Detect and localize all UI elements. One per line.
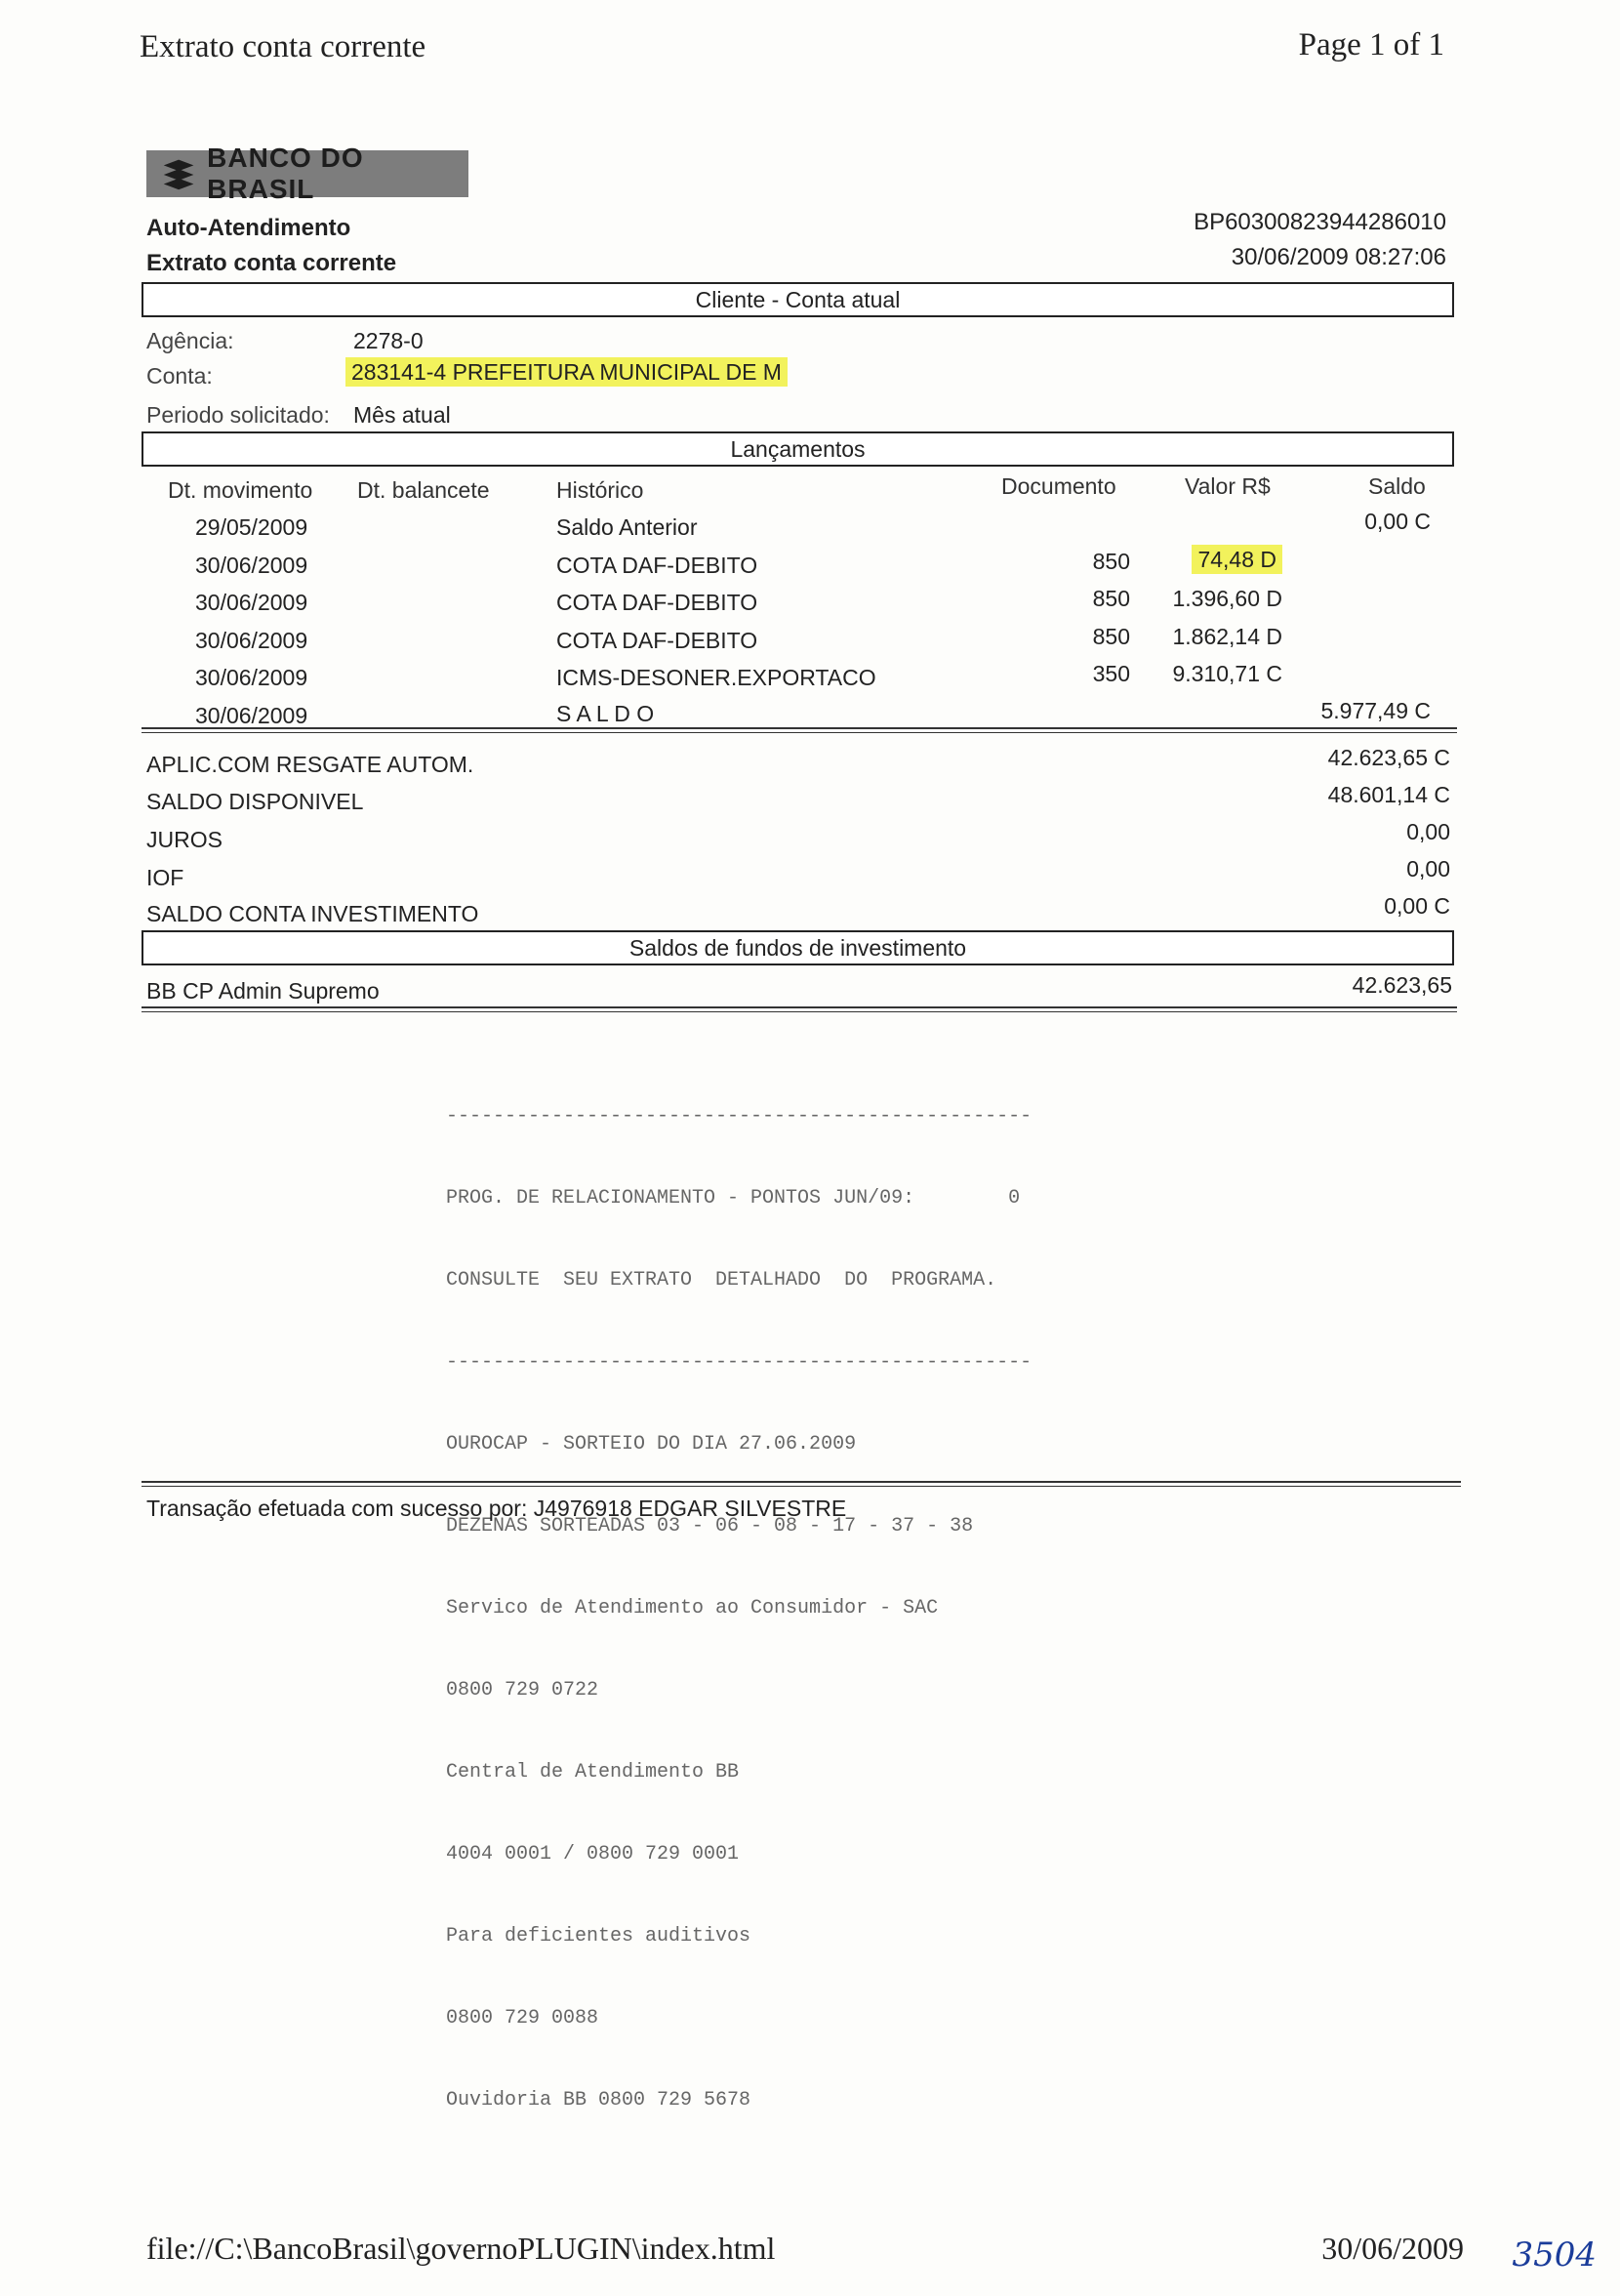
row-5-valor: 9.310,71 C [1172,661,1282,686]
summary-iof-value: 0,00 [1406,856,1450,882]
message-line: DEZENAS SORTEADAS 03 - 06 - 08 - 17 - 37 - 38 [446,1515,974,1538]
row-3-historico: COTA DAF-DEBITO [556,590,758,615]
message-line: PROG. DE RELACIONAMENTO - PONTOS JUN/09: 0 [446,1187,1021,1210]
summary-saldo-investimento-value: 0,00 C [1384,893,1450,919]
summary-saldo-disponivel-value: 48.601,14 C [1327,782,1450,807]
row-4-historico: COTA DAF-DEBITO [556,628,758,653]
row-2-valor-highlighted: 74,48 D [1192,545,1282,574]
fundos-title: Saldos de fundos de investimento [628,935,967,961]
row-1-saldo: 0,00 C [1364,509,1431,534]
page-header-title: Extrato conta corrente [140,29,426,64]
row-5-historico: ICMS-DESONER.EXPORTACO [556,665,876,690]
footer-date: 30/06/2009 [1321,2231,1464,2266]
message-line: CONSULTE SEU EXTRATO DETALHADO DO PROGRAMA. [446,1269,997,1292]
client-section-title: Cliente - Conta atual [695,287,901,312]
bank-logo [146,143,468,204]
handwritten-note: 3504 [1512,2235,1597,2275]
messages-block [446,1048,1032,2142]
agencia-value: 2278-0 [353,328,424,353]
row-5-dt-movimento: 30/06/2009 [195,665,308,690]
periodo-value: Mês atual [353,402,451,428]
fundos-header [142,930,1454,965]
col-dt-balancete: Dt. balancete [357,477,490,503]
message-line: OUROCAP - SORTEIO DO DIA 27.06.2009 [446,1433,857,1456]
message-line: 0800 729 0722 [446,1679,599,1702]
summary-saldo-disponivel-label: SALDO DISPONIVEL [146,789,364,814]
col-dt-movimento: Dt. movimento [168,477,313,503]
footer-file-path: file://C:\BancoBrasil\governoPLUGIN\index.html [146,2231,776,2266]
summary-saldo-investimento-label: SALDO CONTA INVESTIMENTO [146,901,479,926]
messages-dash-1: -------------------------------------------------- [446,1105,1033,1128]
row-5-documento: 350 [1092,661,1130,686]
col-documento: Documento [1001,473,1116,499]
fundos-divider [142,1006,1457,1012]
message-line: Servico de Atendimento ao Consumidor - SAC [446,1597,939,1620]
page-number: Page 1 of 1 [1298,27,1444,62]
summary-juros-value: 0,00 [1406,819,1450,844]
message-line: 4004 0001 / 0800 729 0001 [446,1843,740,1866]
row-6-historico: S A L D O [556,701,655,726]
row-6-dt-movimento: 30/06/2009 [195,703,308,728]
row-1-dt-movimento: 29/05/2009 [195,514,308,540]
lancamentos-divider [142,727,1457,733]
summary-iof-label: IOF [146,865,184,890]
row-2-historico: COTA DAF-DEBITO [556,553,758,578]
summary-aplic-value: 42.623,65 C [1327,745,1450,770]
summary-juros-label: JUROS [146,827,223,852]
row-4-documento: 850 [1092,624,1130,649]
message-line: Ouvidoria BB 0800 729 5678 [446,2089,751,2112]
conta-value [345,359,788,386]
conta-value-highlighted: 283141-4 PREFEITURA MUNICIPAL DE M [345,357,788,387]
transaction-divider [142,1481,1461,1487]
agencia-label: Agência: [146,328,234,353]
message-line: Central de Atendimento BB [446,1761,740,1784]
row-2-documento: 850 [1092,549,1130,574]
messages-dash-2: -------------------------------------------------- [446,1351,1033,1374]
row-3-dt-movimento: 30/06/2009 [195,590,308,615]
document-id: BP60300823944286010 [1194,209,1446,235]
bank-logo-icon [158,157,199,190]
message-line: Para deficientes auditivos [446,1925,751,1948]
row-3-documento: 850 [1092,586,1130,611]
row-2-valor [1132,547,1282,573]
row-6-saldo: 5.977,49 C [1320,698,1431,723]
row-2-dt-movimento: 30/06/2009 [195,553,308,578]
row-4-dt-movimento: 30/06/2009 [195,628,308,653]
fundo-label: BB CP Admin Supremo [146,978,380,1004]
fundo-value: 42.623,65 [1352,972,1452,998]
document-datetime: 30/06/2009 08:27:06 [1231,244,1446,270]
col-historico: Histórico [556,477,644,503]
col-saldo: Saldo [1368,473,1426,499]
row-1-historico: Saldo Anterior [556,514,698,540]
client-section-header [142,282,1454,317]
auto-atendimento-label: Auto-Atendimento [146,215,351,241]
conta-label: Conta: [146,363,213,389]
transaction-status: Transação efetuada com sucesso por: J4976918 EDGAR SILVESTRE [146,1496,847,1521]
row-3-valor: 1.396,60 D [1172,586,1282,611]
summary-aplic-label: APLIC.COM RESGATE AUTOM. [146,752,474,777]
lancamentos-title: Lançamentos [730,436,866,462]
message-line: 0800 729 0088 [446,2007,599,2030]
extrato-label: Extrato conta corrente [146,250,397,276]
lancamentos-header [142,431,1454,467]
bank-logo-text: BANCO DO BRASIL [207,143,364,204]
col-valor: Valor R$ [1185,473,1271,499]
row-4-valor: 1.862,14 D [1172,624,1282,649]
periodo-label: Periodo solicitado: [146,402,330,428]
